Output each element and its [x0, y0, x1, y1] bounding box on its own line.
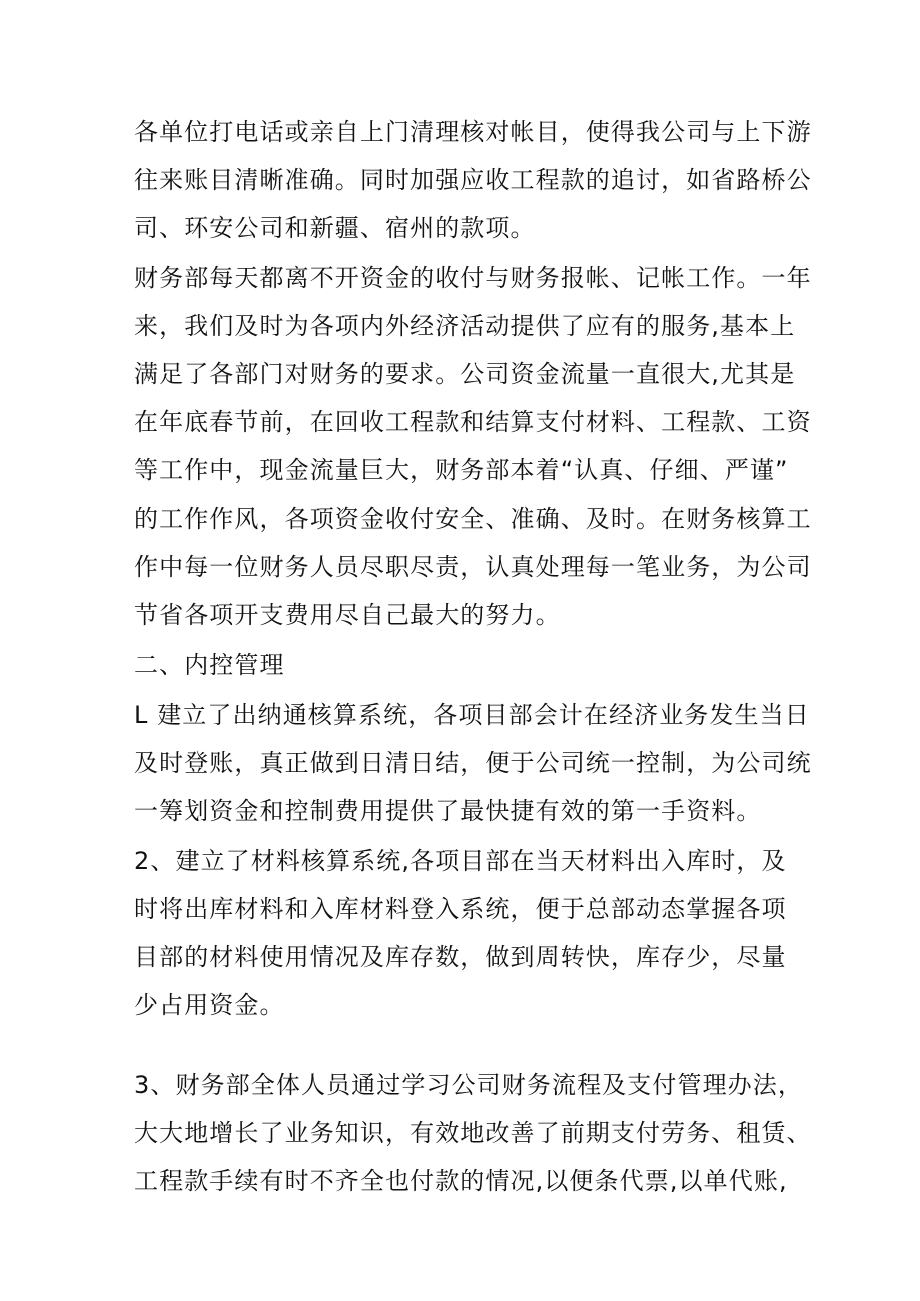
paragraph-line: 时将出库材料和入库材料登入系统，便于总部动态掌握各项 — [134, 895, 787, 923]
paragraph-line: L 建立了出纳通核算系统，各项目部会计在经济业务发生当日 — [134, 701, 810, 729]
section-heading: 二、内控管理 — [134, 651, 285, 679]
paragraph-line: 少占用资金。 — [134, 991, 285, 1019]
paragraph-line: 3、财务部全体人员通过学习公司财务流程及支付管理办法， — [134, 1071, 803, 1099]
paragraph-line: 节省各项开支费用尽自己最大的努力。 — [134, 601, 561, 629]
paragraph-line: 各单位打电话或亲自上门清理核对帐目，使得我公司与上下游 — [134, 118, 812, 146]
paragraph-line: 司、环安公司和新疆、宿州的款项。 — [134, 214, 536, 242]
paragraph-line: 作中每一位财务人员尽职尽责，认真处理每一笔业务，为公司 — [134, 553, 812, 581]
paragraph-line: 等工作中，现金流量巨大，财务部本着“认真、仔细、严谨” — [134, 456, 789, 484]
paragraph-line: 2、建立了材料核算系统,各项目部在当天材料出入库时，及 — [134, 847, 787, 875]
paragraph-line: 财务部每天都离不开资金的收付与财务报帐、记帐工作。一年 — [134, 264, 812, 292]
paragraph-line: 来，我们及时为各项内外经济活动提供了应有的服务,基本上 — [134, 312, 796, 340]
paragraph-line: 一筹划资金和控制费用提供了最快捷有效的第一手资料。 — [134, 797, 762, 825]
paragraph-line: 满足了各部门对财务的要求。公司资金流量一直很大,尤其是 — [134, 360, 796, 388]
paragraph-line: 工程款手续有时不齐全也付款的情况,以便条代票,以单代账, — [134, 1167, 788, 1195]
paragraph-line: 及时登账，真正做到日清日结，便于公司统一控制，为公司统 — [134, 749, 812, 777]
paragraph-line: 的工作作风，各项资金收付安全、准确、及时。在财务核算工 — [134, 505, 812, 533]
paragraph-line: 目部的材料使用情况及库存数，做到周转快，库存少，尽量 — [134, 943, 787, 971]
paragraph-line: 在年底春节前，在回收工程款和结算支付材料、工程款、工资 — [134, 408, 812, 436]
paragraph-line: 大大地增长了业务知识，有效地改善了前期支付劳务、租赁、 — [134, 1119, 812, 1147]
paragraph-line: 往来账目清晰准确。同时加强应收工程款的追讨，如省路桥公 — [134, 166, 812, 194]
